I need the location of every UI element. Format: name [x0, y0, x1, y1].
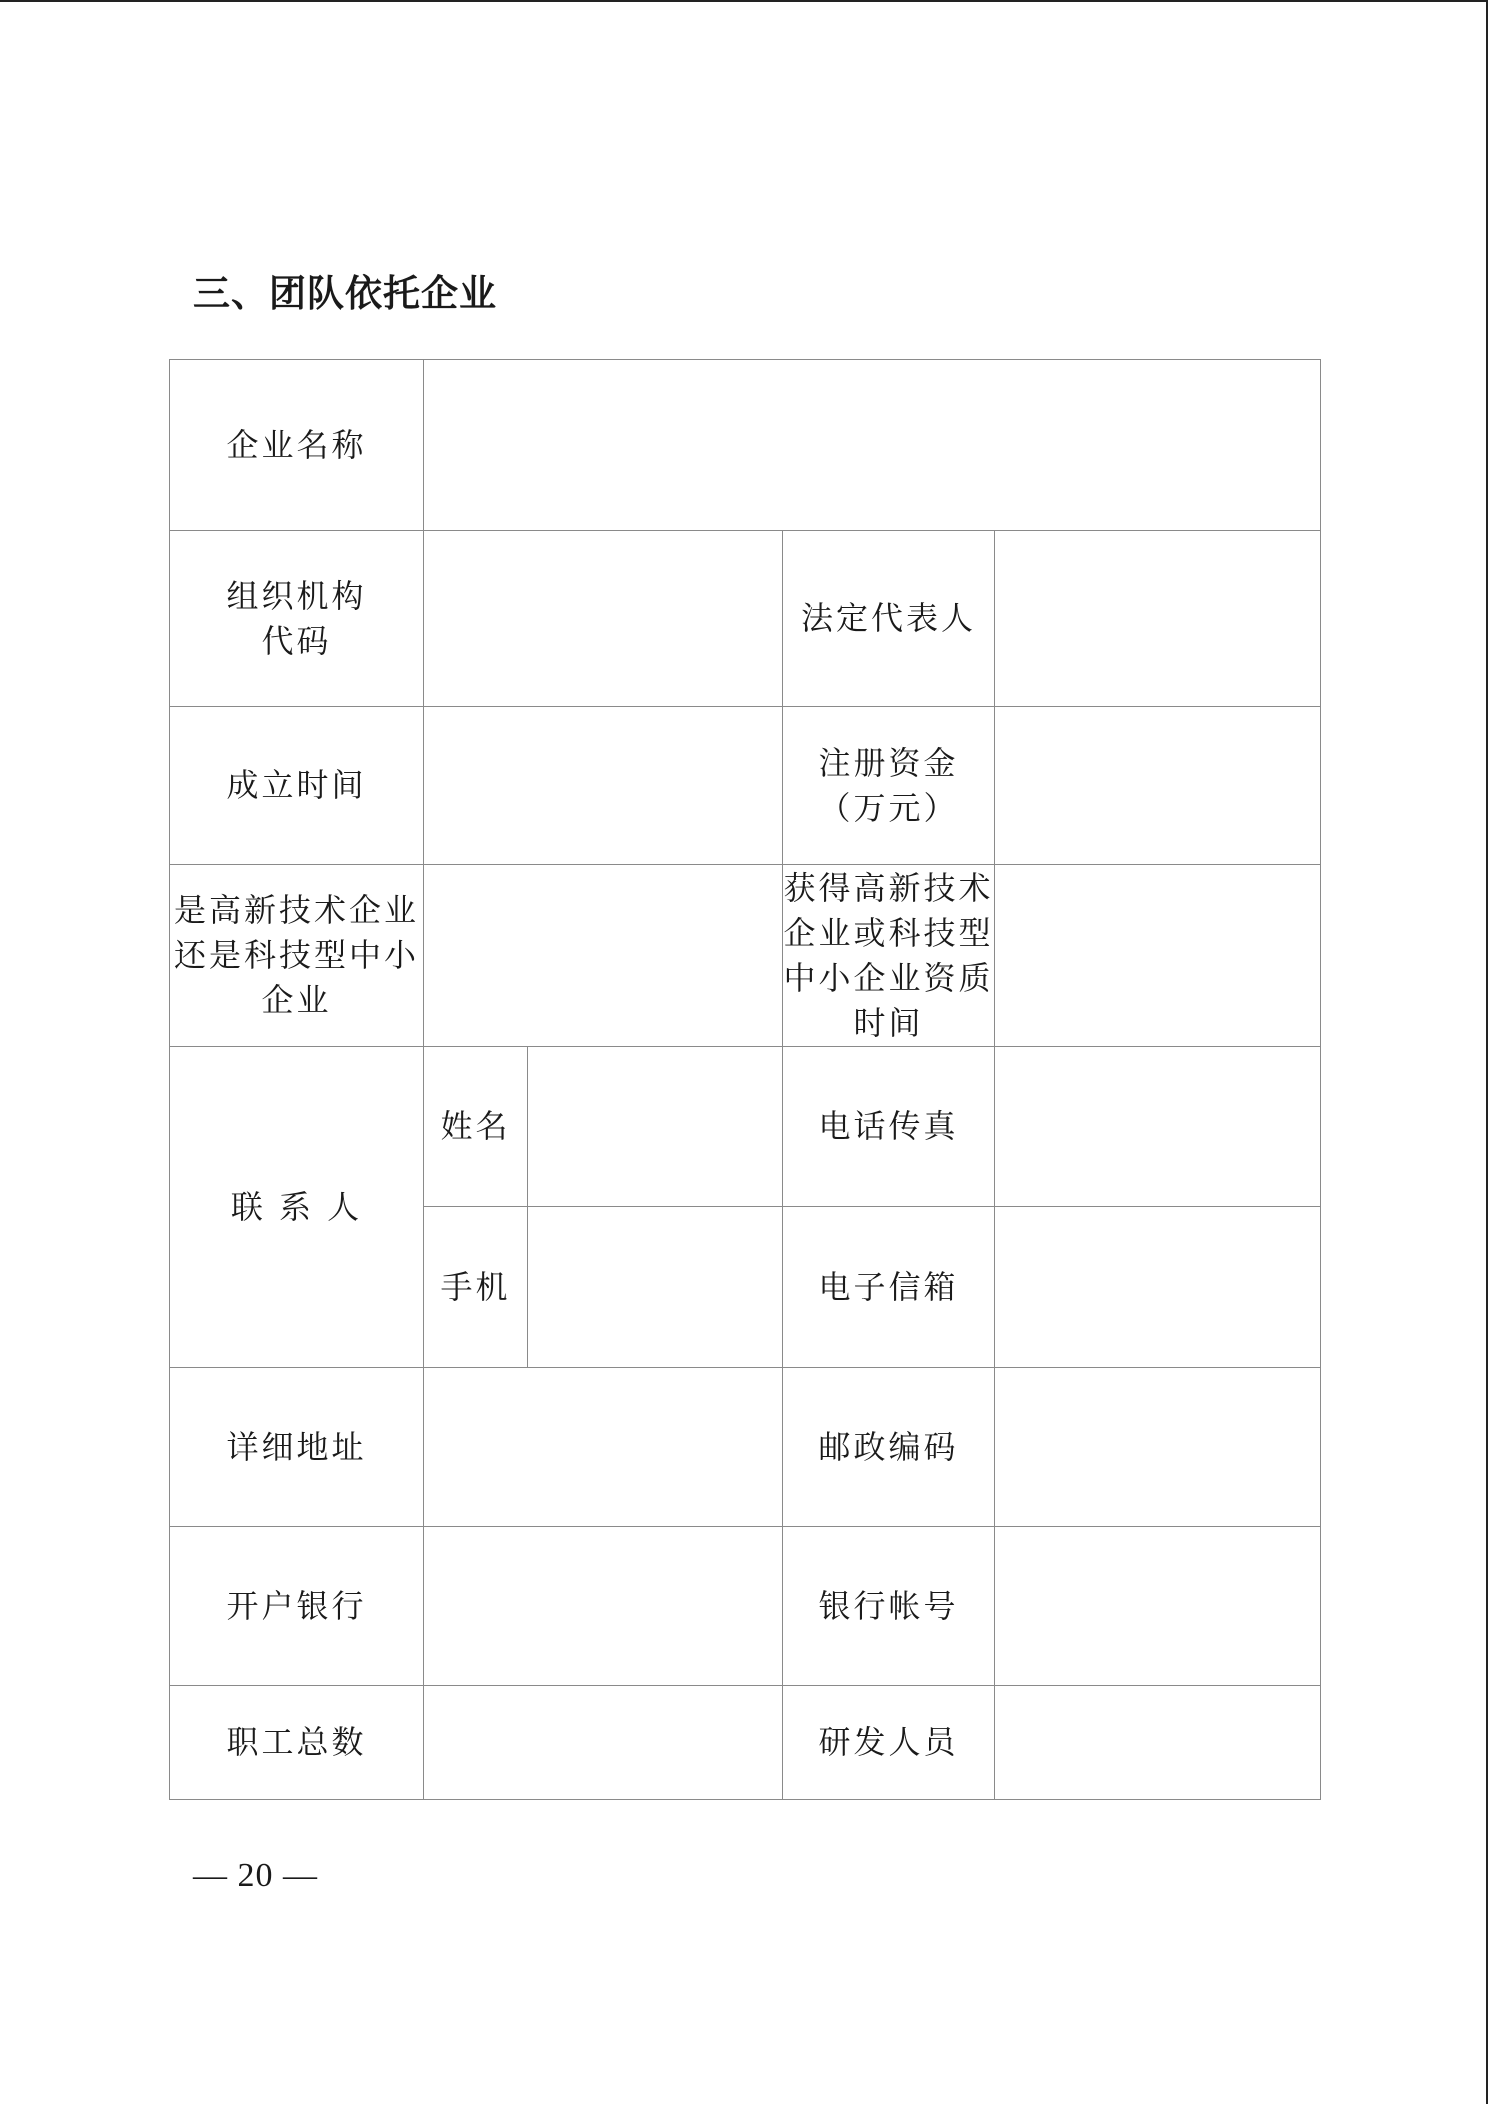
qual-time-label-line2: 企业或科技型 [783, 913, 994, 952]
org-code-field[interactable] [424, 531, 783, 707]
table-row [170, 531, 1321, 707]
page-number: — 20 — [193, 1857, 318, 1894]
qual-time-label-line4: 时间 [853, 1003, 924, 1042]
rd-staff-field[interactable] [995, 1686, 1321, 1800]
contact-label: 联 系 人 [170, 1047, 424, 1368]
name-field[interactable] [528, 1047, 783, 1207]
top-border-line [0, 0, 1488, 2]
staff-total-field[interactable] [424, 1686, 783, 1800]
table-row [170, 1047, 1321, 1207]
hitech-label-line2: 还是科技型中小 [173, 936, 419, 974]
hitech-field[interactable] [424, 865, 783, 1047]
qual-time-field[interactable] [995, 865, 1321, 1047]
qual-time-label-line1: 获得高新技术 [783, 868, 994, 907]
table-row [170, 865, 1321, 1047]
phone-fax-label: 电话传真 [783, 1047, 995, 1207]
company-name-label: 企业名称 [170, 360, 424, 531]
bank-account-field[interactable] [995, 1527, 1321, 1686]
org-code-label [170, 531, 424, 707]
hitech-label-line1: 是高新技术企业 [173, 891, 419, 929]
table-row [170, 1527, 1321, 1686]
founded-field[interactable] [424, 707, 783, 865]
reg-capital-label [783, 707, 995, 865]
table-row [170, 360, 1321, 531]
qual-time-label-line3: 中小企业资质 [783, 958, 994, 997]
reg-capital-field[interactable] [995, 707, 1321, 865]
legal-rep-label: 法定代表人 [783, 531, 995, 707]
email-label: 电子信箱 [783, 1207, 995, 1368]
reg-capital-label-line2: （万元） [818, 788, 959, 827]
enterprise-info-table [169, 359, 1321, 1800]
hitech-label [170, 865, 424, 1047]
postcode-field[interactable] [995, 1368, 1321, 1527]
org-code-label-line1: 组织机构 [226, 576, 367, 615]
bank-label: 开户银行 [170, 1527, 424, 1686]
name-label: 姓名 [424, 1047, 528, 1207]
company-name-field[interactable] [424, 360, 1321, 531]
mobile-label: 手机 [424, 1207, 528, 1368]
postcode-label: 邮政编码 [783, 1368, 995, 1527]
email-field[interactable] [995, 1207, 1321, 1368]
section-heading: 三、团队依托企业 [193, 272, 497, 315]
rd-staff-label: 研发人员 [783, 1686, 995, 1800]
reg-capital-label-line1: 注册资金 [818, 743, 959, 782]
mobile-field[interactable] [528, 1207, 783, 1368]
staff-total-label: 职工总数 [170, 1686, 424, 1800]
phone-fax-field[interactable] [995, 1047, 1321, 1207]
legal-rep-field[interactable] [995, 531, 1321, 707]
hitech-label-line3: 企业 [261, 981, 332, 1019]
table-row [170, 1368, 1321, 1527]
bank-account-label: 银行帐号 [783, 1527, 995, 1686]
table-row [170, 1686, 1321, 1800]
address-field[interactable] [424, 1368, 783, 1527]
qual-time-label [783, 865, 995, 1047]
founded-label: 成立时间 [170, 707, 424, 865]
org-code-label-line2: 代码 [261, 621, 332, 660]
bank-field[interactable] [424, 1527, 783, 1686]
table-row [170, 707, 1321, 865]
address-label: 详细地址 [170, 1368, 424, 1527]
